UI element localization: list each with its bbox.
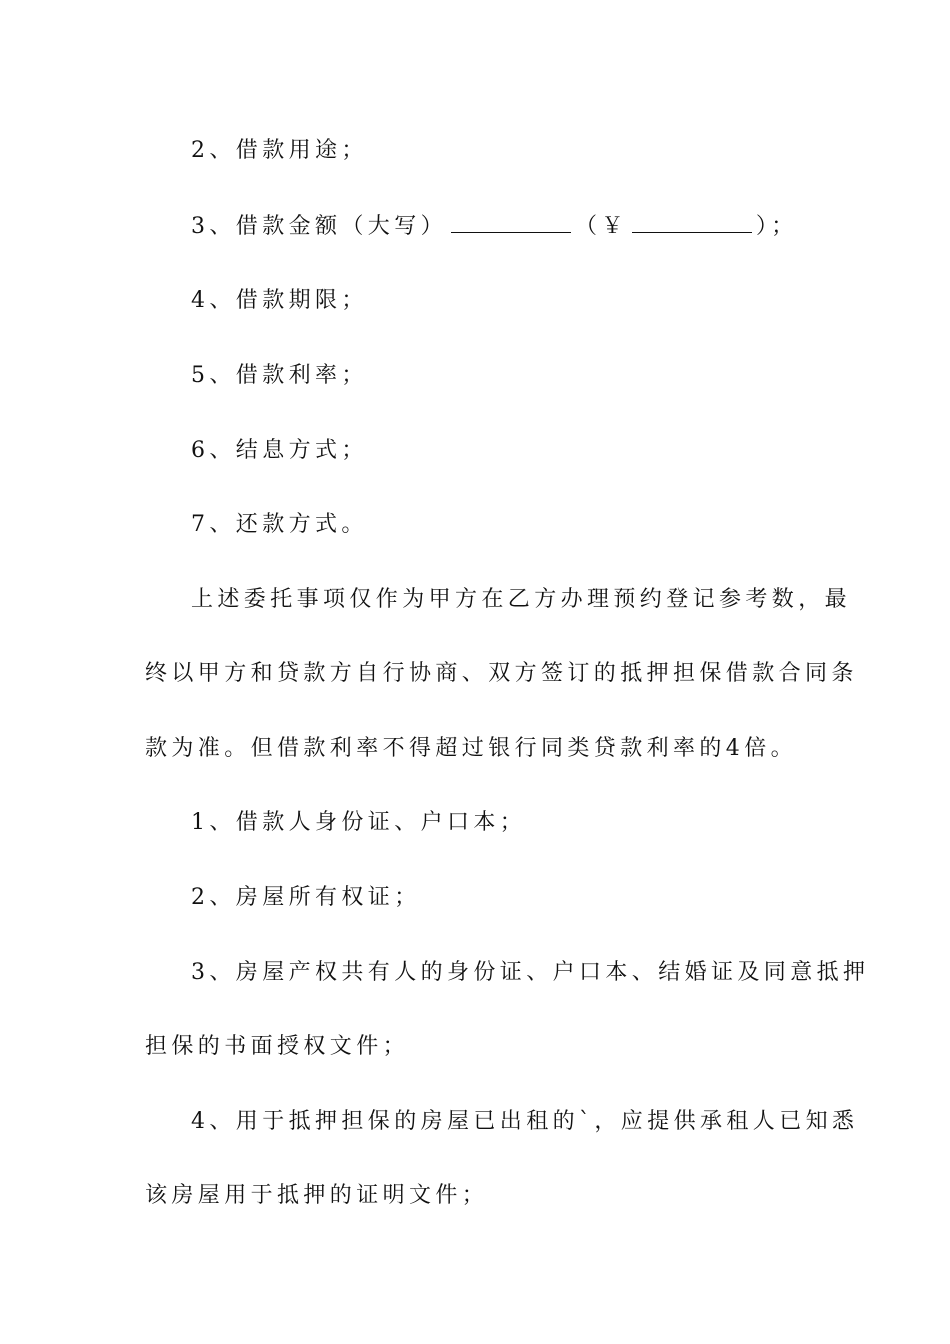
item-id-card: 1、借款人身份证、户口本； [191,810,527,835]
item-property-certificate: 2、房屋所有权证； [191,885,421,910]
item-term: 4、借款期限； [191,288,368,313]
item-co-owner-line-1: 3、房屋产权共有人的身份证、户口本、结婚证及同意抵押 [191,960,870,985]
item-lease-line-1: 4、用于抵押担保的房屋已出租的`，应提供承租人已知悉 [191,1109,859,1134]
item-purpose: 2、借款用途； [191,138,368,163]
item-interest-method: 6、结息方式； [191,438,368,463]
item-lease-line-2: 该房屋用于抵押的证明文件； [145,1183,489,1208]
amount-words-blank [451,214,571,233]
amount-number-blank [632,214,752,233]
paragraph-line-1: 上述委托事项仅作为甲方在乙方办理预约登记参考数，最 [191,587,852,612]
item-rate: 5、借款利率； [191,363,368,388]
amount-prefix: 3、借款金额（大写） [191,214,447,239]
paragraph-line-2: 终以甲方和贷款方自行协商、双方签订的抵押担保借款合同条 [145,661,858,686]
item-amount [191,212,798,242]
paragraph-line-3: 款为准。但借款利率不得超过银行同类贷款利率的4倍。 [145,736,797,761]
amount-suffix: ）； [755,214,798,239]
item-co-owner-line-2: 担保的书面授权文件； [145,1034,410,1059]
amount-currency: （￥ [575,214,628,239]
item-repayment-method: 7、还款方式。 [191,512,368,537]
